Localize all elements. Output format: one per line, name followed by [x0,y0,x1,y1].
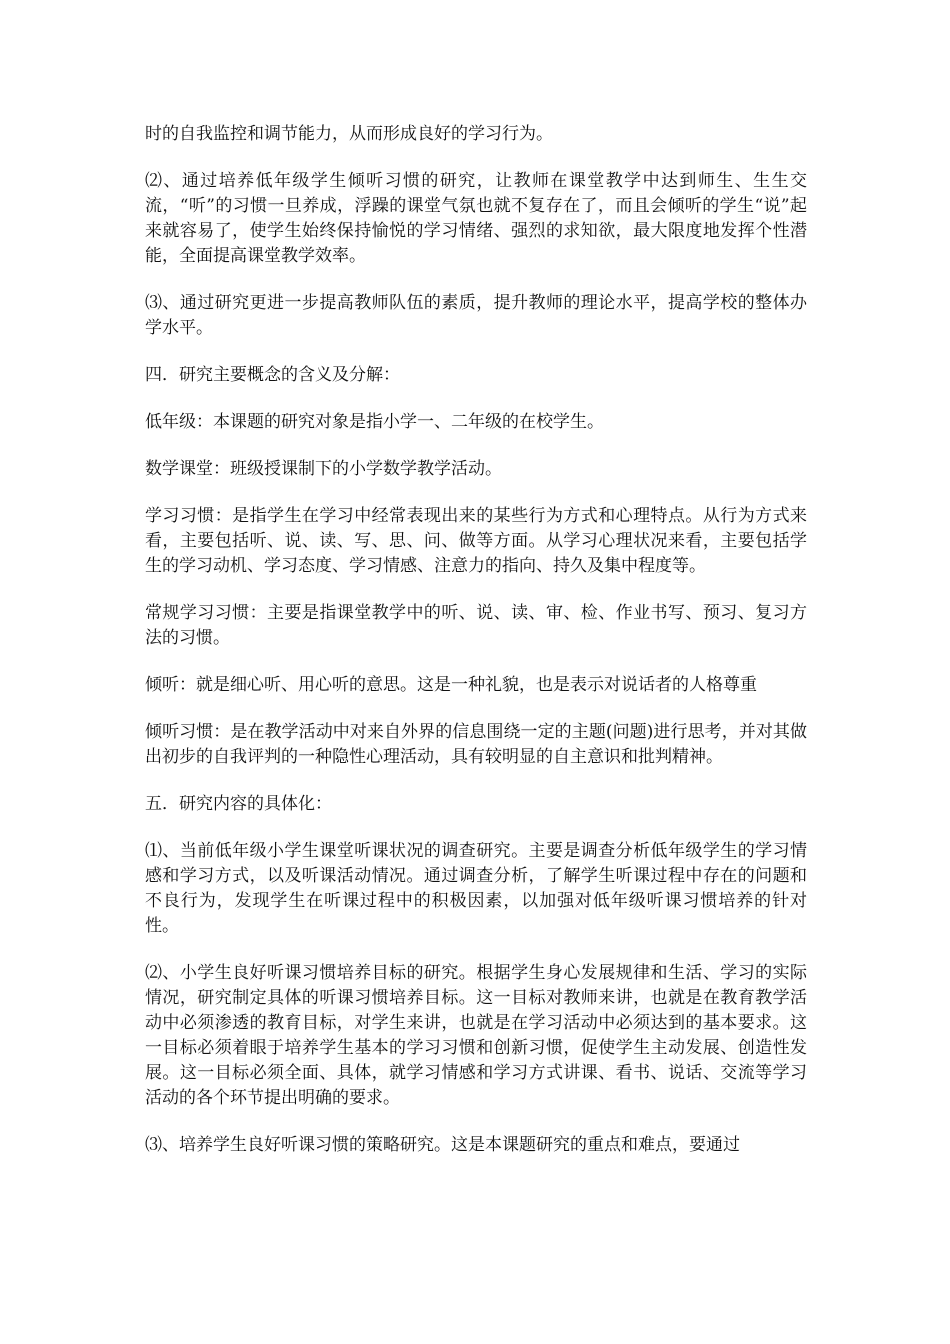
paragraph-2: ⑵、通过培养低年级学生倾听习惯的研究，让教师在课堂教学中达到师生、生生交流，“听”的习惯一旦养成，浮躁的课堂气氛也就不复存在了，而且会倾听的学生“说”起来就容易了，使学生始终保持愉悦的学习情绪、强烈的求知欲，最大限度地发挥个性潜能，全面提高课堂教学效率。 [145,171,807,266]
definition-learning-habit: 学习习惯：是指学生在学习中经常表现出来的某些行为方式和心理特点。从行为方式来看，主要包括听、说、读、写、思、问、做等方面。从学习心理状况来看，主要包括学生的学习动机、学习态度、学习情感、注意力的指向、持久及集中程度等。 [145,506,807,576]
definition-listening-habit: 倾听习惯：是在教学活动中对来自外界的信息围绕一定的主题(问题)进行思考，并对其做出初步的自我评判的一种隐性心理活动，具有较明显的自主意识和批判精神。 [145,722,807,767]
definition-math-class: 数学课堂：班级授课制下的小学数学教学活动。 [145,459,502,479]
content-item-1: ⑴、当前低年级小学生课堂听课状况的调查研究。主要是调查分析低年级学生的学习情感和学习方式，以及听课活动情况。通过调查分析，了解学生听课过程中存在的问题和不良行为，发现学生在听课过程中的积极因素，以加强对低年级听课习惯培养的针对性。 [145,841,807,936]
paragraph-1: 时的自我监控和调节能力，从而形成良好的学习行为。 [145,124,553,144]
document-body [145,122,807,1158]
definition-listening: 倾听：就是细心听、用心听的意思。这是一种礼貌，也是表示对说话者的人格尊重 [145,675,757,695]
paragraph-3: ⑶、通过研究更进一步提高教师队伍的素质，提升教师的理论水平，提高学校的整体办学水平。 [145,293,807,338]
content-item-2: ⑵、小学生良好听课习惯培养目标的研究。根据学生身心发展规律和生活、学习的实际情况，研究制定具体的听课习惯培养目标。这一目标对教师来讲，也就是在教育教学活动中必须渗透的教育目标，对学生来讲，也就是在学习活动中必须达到的基本要求。这一目标必须着眼于培养学生基本的学习习惯和创新习惯，促使学生主动发展、创造性发展。这一目标必须全面、具体，就学习情感和学习方式讲课、看书、说话、交流等学习活动的各个环节提出明确的要求。 [145,963,807,1108]
definition-routine-habit: 常规学习习惯：主要是指课堂教学中的听、说、读、审、检、作业书写、预习、复习方法的习惯。 [145,603,807,648]
definition-low-grade: 低年级：本课题的研究对象是指小学一、二年级的在校学生。 [145,412,604,432]
section-heading-5: 五．研究内容的具体化： [145,794,332,814]
section-heading-4: 四．研究主要概念的含义及分解： [145,365,400,385]
content-item-3: ⑶、培养学生良好听课习惯的策略研究。这是本课题研究的重点和难点，要通过 [145,1135,740,1155]
